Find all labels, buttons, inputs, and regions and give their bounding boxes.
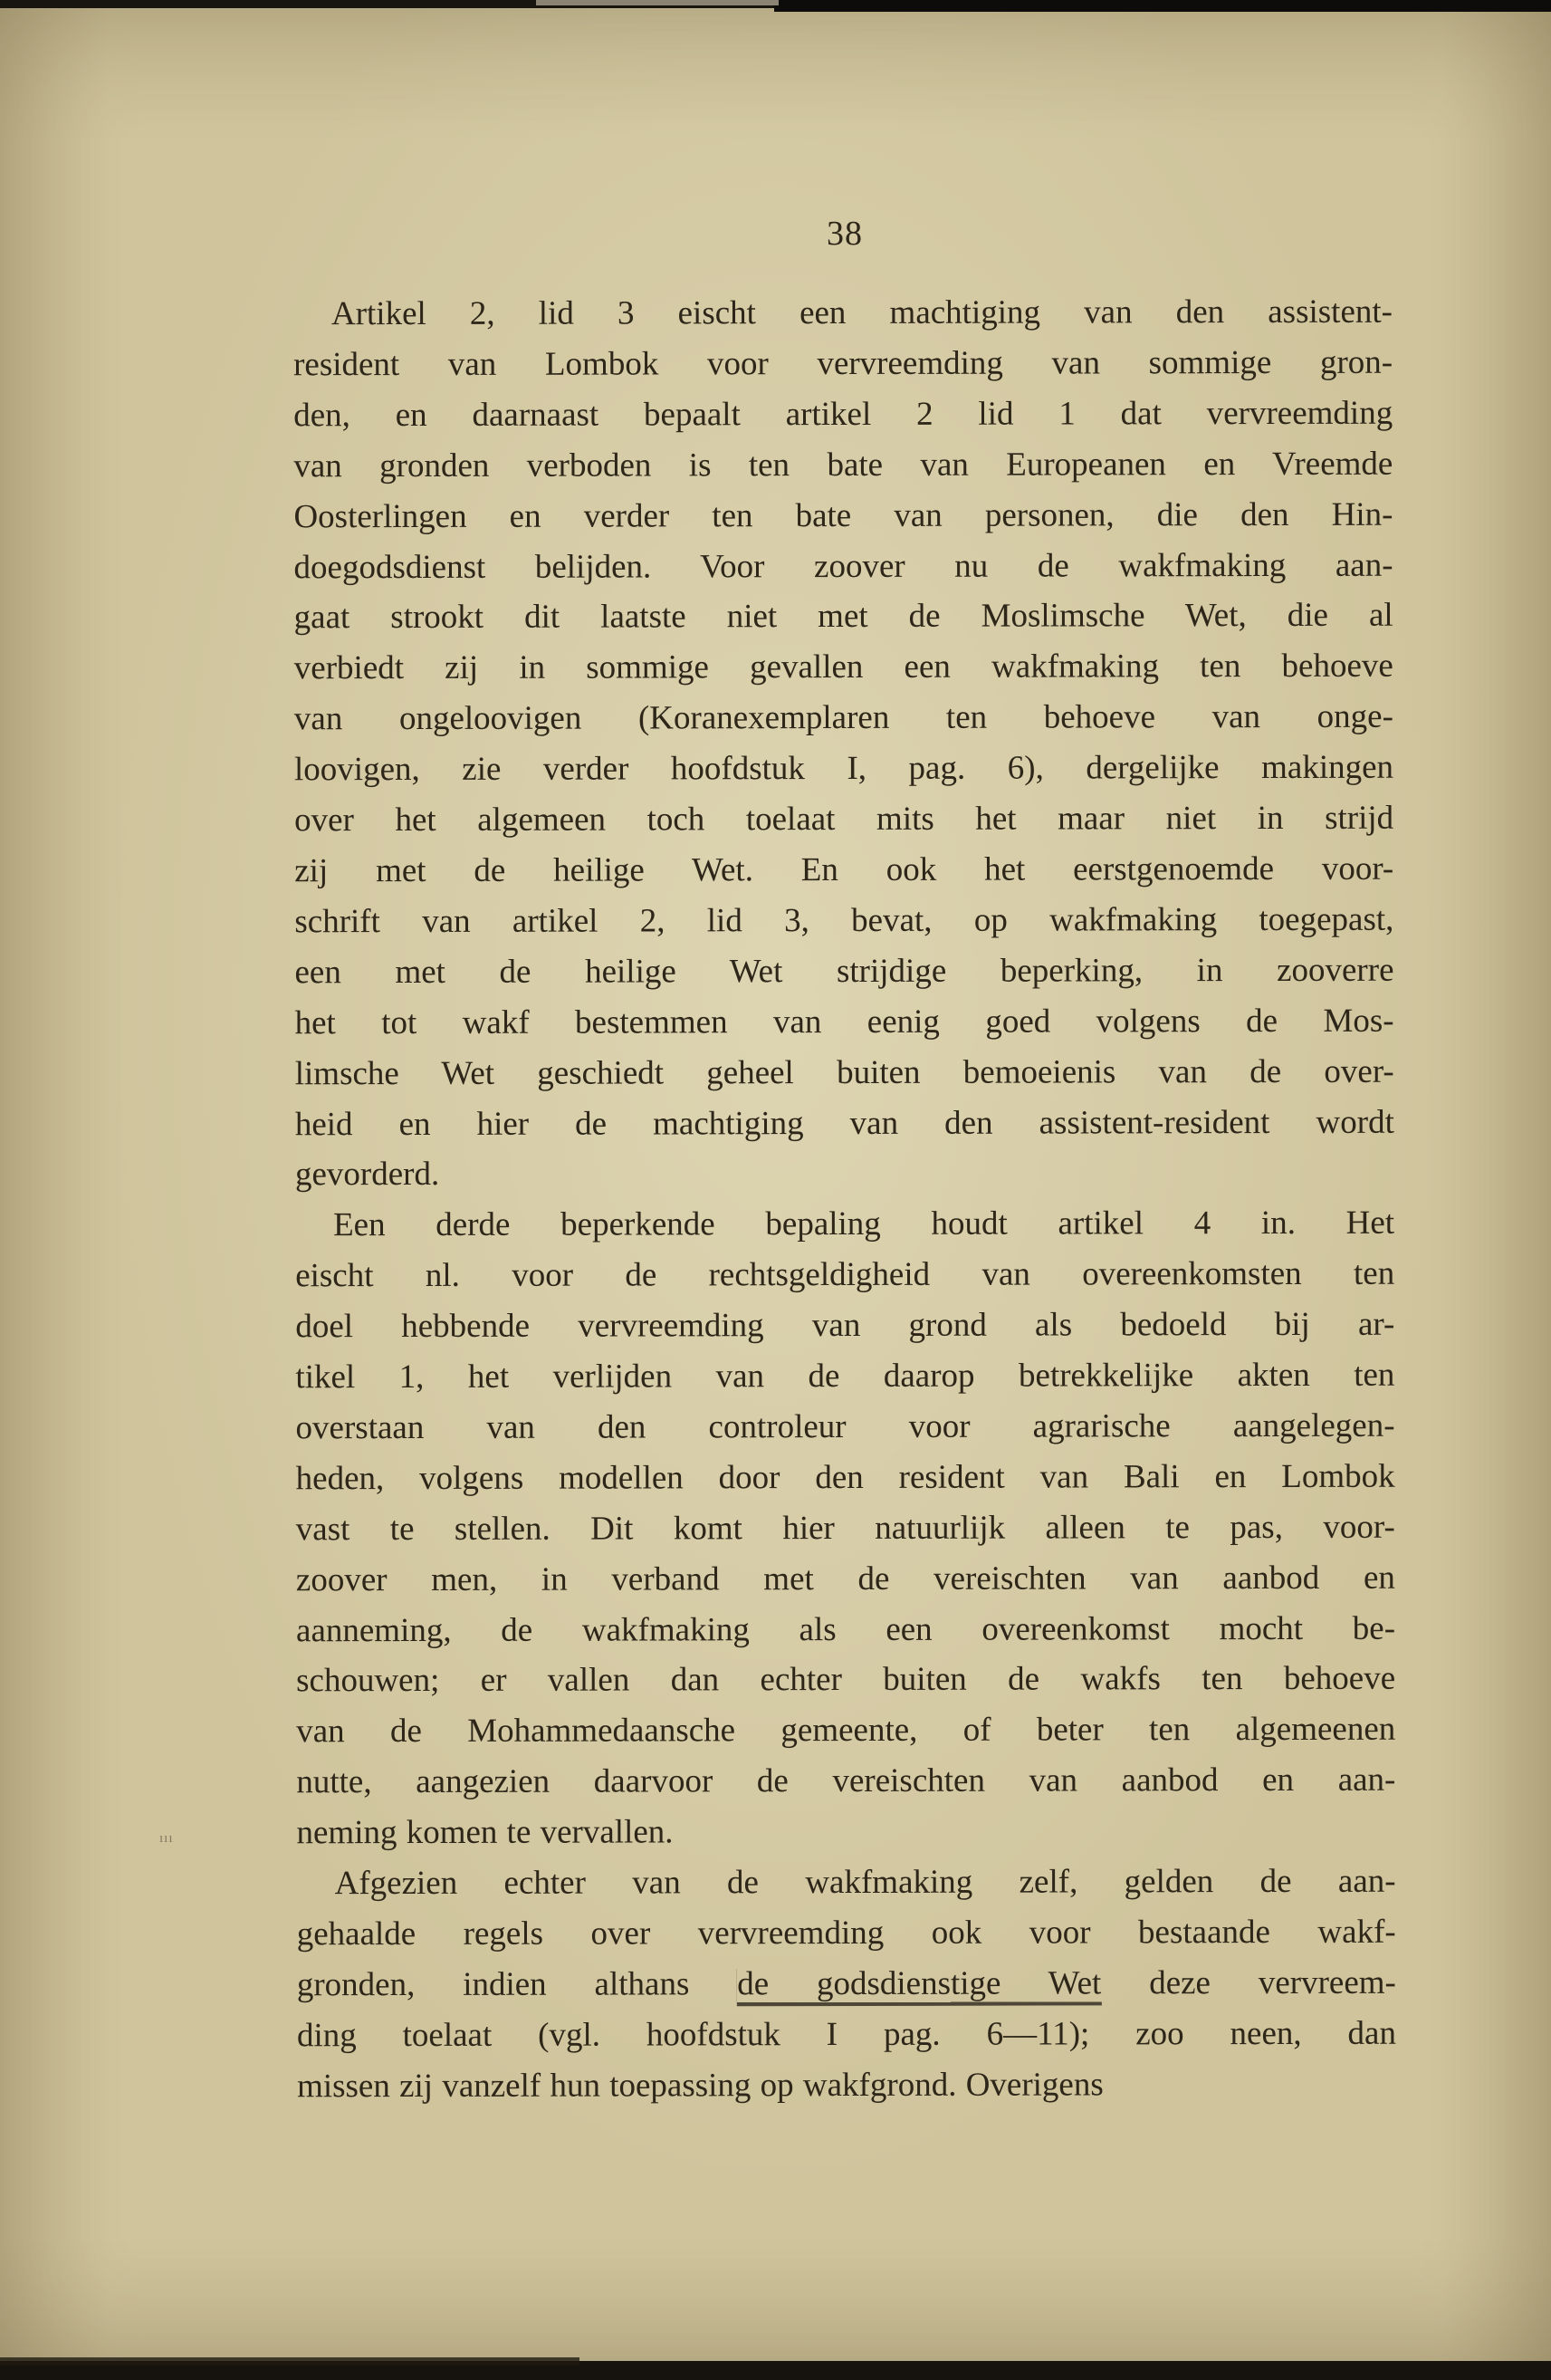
text-line: verbiedt zij in sommige gevallen een wakfmaking ten behoeve <box>293 648 1393 687</box>
text-line: over het algemeen toch toelaat mits het maar niet in strijd <box>294 799 1394 840</box>
text-line: tikel 1, het verlijden van de daarop betrekkelijke akten ten <box>295 1356 1395 1396</box>
text-line: gehaalde regels over vervreemding ook voor bestaande wakf- <box>296 1913 1396 1953</box>
text-line: het tot wakf bestemmen van eenig goed volgens de Mos- <box>294 1002 1394 1041</box>
text-line: overstaan van den controleur voor agrarische aangelegen- <box>295 1406 1395 1447</box>
text-line: van gronden verboden is ten bate van Europeanen en Vreemde <box>293 445 1393 485</box>
pencil-underline: de godsdienstige Wet <box>737 1964 1102 2003</box>
text-line: eischt nl. voor de rechtsgeldigheid van overeenkomsten ten <box>295 1254 1395 1295</box>
text-line: schouwen; er vallen dan echter buiten de wakfs ten behoeve <box>296 1660 1396 1700</box>
text-line: neming komen te vervallen. <box>296 1813 674 1852</box>
text-line: zij met de heilige Wet. En ook het eerstgenoemde voor- <box>294 849 1394 890</box>
scan-edge-top-right <box>774 0 1551 12</box>
text-line: een met de heilige Wet strijdige beperking, in zooverre <box>294 951 1394 992</box>
text-block <box>293 287 1396 2112</box>
text-line: heid en hier de machtiging van den assistent-resident wordt <box>294 1103 1394 1143</box>
text-segment: deze vervreem- <box>1101 1963 1396 2002</box>
text-line: van ongeloovigen (Koranexemplaren ten behoeve van onge- <box>293 697 1393 738</box>
text-line: Artikel 2, lid 3 eischt een machtiging van den assistent- <box>330 293 1393 333</box>
text-line: aanneming, de wakfmaking als een overeenkomst mocht be- <box>295 1609 1396 1649</box>
text-line: vast te stellen. Dit komt hier natuurlijk alleen te pas, voor- <box>295 1508 1395 1549</box>
text-line: den, en daarnaast bepaalt artikel 2 lid 1 dat vervreemding <box>293 394 1393 435</box>
scan-edge-bottom-shadow <box>0 2357 579 2366</box>
paragraph <box>297 1857 1397 2112</box>
text-line: gaat strookt dit laatste niet met de Moslimsche Wet, die al <box>293 597 1393 637</box>
text-line: Afgezien echter van de wakfmaking zelf, gelden de aan- <box>334 1862 1396 1903</box>
text-line: Een derde beperkende bepaling houdt artikel 4 in. Het <box>333 1204 1395 1244</box>
text-line: limsche Wet geschiedt geheel buiten bemoeienis van de over- <box>294 1052 1394 1092</box>
text-segment: gronden, indien althans <box>296 1965 738 2004</box>
text-line: resident van Lombok voor vervreemding van sommige gron- <box>293 343 1393 384</box>
text-line: loovigen, zie verder hoofdstuk I, pag. 6), dergelijke makingen <box>293 748 1394 789</box>
text-line <box>297 1958 1396 2011</box>
text-line: gevorderd. <box>294 1156 440 1194</box>
text-line: doel hebbende vervreemding van grond als bedoeld bij ar- <box>295 1305 1395 1346</box>
paragraph <box>293 287 1394 1201</box>
scan-edge-top-smudge <box>536 0 779 5</box>
text-line: missen zij vanzelf hun toepassing op wakfgrond. Overigens <box>297 2066 1104 2105</box>
text-line: van de Mohammedaansche gemeente, of beter ten algemeenen <box>296 1711 1396 1751</box>
text-line: zoover men, in verband met de vereischten van aanbod en <box>295 1559 1395 1598</box>
margin-mark: ııı <box>159 1831 174 1846</box>
text-line: ding toelaat (vgl. hoofdstuk I pag. 6—11); zoo neen, dan <box>296 2014 1396 2055</box>
page-number: 38 <box>827 215 863 253</box>
text-line: nutte, aangezien daarvoor de vereischten van aanbod en aan- <box>296 1761 1396 1801</box>
text-line: doegodsdienst belijden. Voor zoover nu de wakfmaking aan- <box>293 546 1393 586</box>
text-line: heden, volgens modellen door den resident van Bali en Lombok <box>295 1457 1395 1498</box>
text-line: schrift van artikel 2, lid 3, bevat, op wakfmaking toegepast, <box>294 900 1394 941</box>
text-line: Oosterlingen en verder ten bate van personen, die den Hin- <box>293 495 1393 535</box>
paragraph <box>295 1198 1396 1858</box>
